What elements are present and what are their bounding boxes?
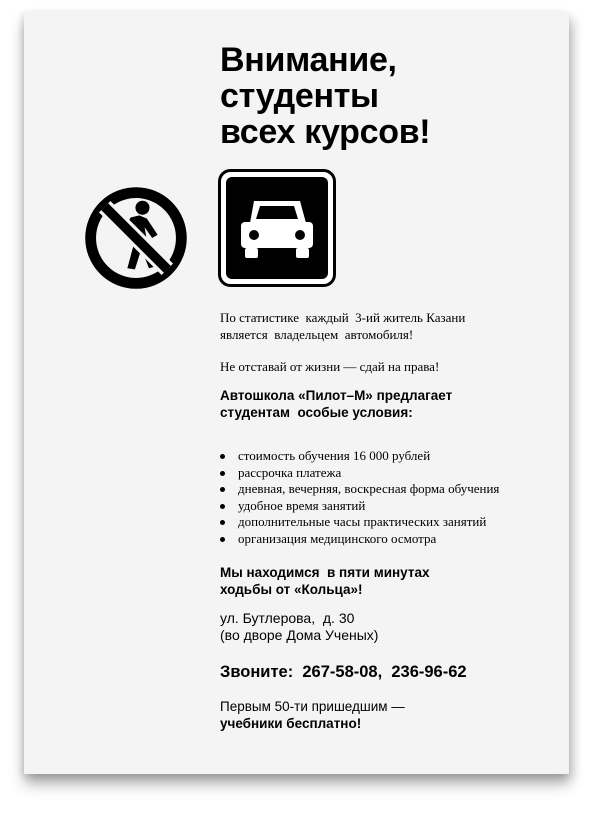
bullet-icon [220, 504, 225, 509]
slogan: Не отставай от жизни — сдай на права! [220, 359, 440, 374]
condition-text: удобное время занятий [238, 497, 366, 513]
address-line-1: ул. Бутлерова, д. 30 [220, 610, 355, 626]
address [220, 610, 378, 644]
location-line-2: ходьбы от «Кольца»! [220, 582, 363, 597]
offer-line-1: Автошкола «Пилот–М» предлагает [220, 388, 453, 403]
bullet-icon [220, 520, 225, 525]
condition-text: стоимость обучения 16 000 рублей [238, 448, 431, 463]
heading-line-1: Внимание, [220, 41, 397, 79]
list-item [220, 448, 499, 465]
condition-text: рассрочка платежа [238, 464, 342, 480]
location-line-1: Мы находимся в пяти минутах [220, 565, 430, 580]
promo-line-1: Первым 50-ти пришедшим — [220, 699, 405, 714]
condition-text: дневная, вечерняя, воскресная форма обучения [238, 481, 500, 496]
heading-line-2: студенты [220, 77, 379, 115]
bullet-icon [220, 454, 225, 459]
promo-line-2: учебники бесплатно! [220, 716, 362, 731]
list-item [220, 481, 499, 498]
bullet-icon [220, 487, 225, 492]
list-item [220, 514, 499, 531]
bullet-icon [220, 471, 225, 476]
phone-numbers: Звоните: 267-58-08, 236-96-62 [220, 663, 467, 681]
list-item [220, 498, 499, 515]
intro-line-1: По статистике каждый 3-ий житель Казани [220, 310, 466, 325]
heading-line-3: всех курсов! [220, 113, 431, 151]
list-item [220, 531, 499, 548]
address-line-2: (во дворе Дома Ученых) [220, 627, 379, 643]
list-item [220, 465, 499, 482]
offer-line-2: студентам особые условия: [220, 405, 413, 420]
promo-note [220, 698, 405, 732]
condition-text: организация медицинского осмотра [238, 530, 437, 546]
flyer-heading [220, 42, 430, 150]
no-pedestrian-icon [82, 184, 190, 292]
offer-heading [220, 387, 452, 421]
car-sign-icon [218, 169, 336, 287]
intro-paragraph [220, 309, 465, 343]
condition-text: дополнительные часы практических занятий [238, 514, 487, 529]
bullet-icon [220, 537, 225, 542]
intro-line-2: является владельцем автомобиля! [220, 327, 414, 342]
conditions-list [220, 448, 499, 547]
flyer-page [24, 12, 569, 774]
location-note [220, 564, 429, 598]
